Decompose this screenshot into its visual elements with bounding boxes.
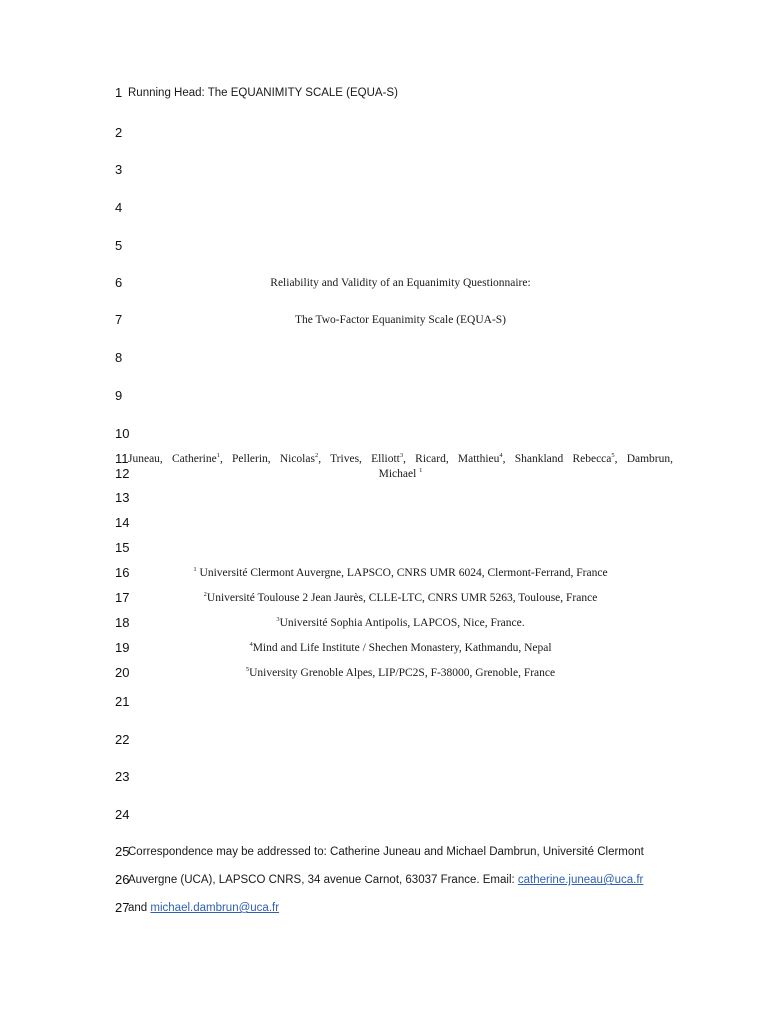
affiliation-5: $^5$University Grenoble Alpes, LIP/PC2S, F-38000, Grenoble, France [245,666,556,679]
correspondence-line-1: Correspondence may be addressed to: Catherine Juneau and Michael Dambrun, Université Clermont [128,846,644,858]
line-number: 20 [115,665,130,680]
line-number: 21 [115,694,130,709]
line-number: 9 [115,388,123,403]
line-number: 27 [115,900,130,915]
affiliation-2: $^2$Université Toulouse 2 Jean Jaurès, CLLE-LTC, CNRS UMR 5263, Toulouse, France [203,591,598,604]
line-number: 4 [115,200,123,215]
affiliation-1: $^1$ Université Clermont Auvergne, LAPSCO, CNRS UMR 6024, Clermont-Ferrand, France [193,566,608,579]
running-head: Running Head: The EQUANIMITY SCALE (EQUA-S) [128,87,398,99]
line-number: 15 [115,540,130,555]
email-link-catherine[interactable]: catherine.juneau@uca.fr [517,874,644,886]
line-number: 23 [115,769,130,784]
line-number: 3 [115,162,123,177]
title-line-2: The Two-Factor Equanimity Scale (EQUA-S) [294,314,507,326]
line-number: 17 [115,590,130,605]
email-link-michael[interactable]: michael.dambrun@uca.fr [150,902,280,914]
line-number: 12 [115,466,130,481]
line-number: 24 [115,807,130,822]
line-number: 22 [115,732,130,747]
author-list-continued: Michael $^1$ [378,467,423,480]
line-number: 2 [115,125,123,140]
line-number: 8 [115,350,123,365]
line-number: 26 [115,872,130,887]
line-number: 25 [115,844,130,859]
affiliation-3: $^3$Université Sophia Antipolis, LAPCOS, Nice, France. [276,616,525,629]
line-number: 1 [115,85,123,100]
line-number: 6 [115,275,123,290]
title-line-1: Reliability and Validity of an Equanimity Questionnaire: [270,277,531,289]
line-number: 14 [115,515,130,530]
line-1 [0,84,768,104]
line-number: 7 [115,312,123,327]
line-number: 19 [115,640,130,655]
line-number: 11 [115,451,129,466]
line-number: 10 [115,426,130,441]
affiliation-4: $^4$Mind and Life Institute / Shechen Monastery, Kathmandu, Nepal [249,641,552,654]
line-number: 13 [115,490,130,505]
author-list: Juneau, Catherine$^1$, Pellerin, Nicolas$^2$, Trives, Elliott$^3$, Ricard, Matthieu$^4$, Shankland Rebecca$^5$, Dambrun, [128,452,674,465]
line-number: 18 [115,615,130,630]
correspondence-line-2: Auvergne (UCA), LAPSCO CNRS, 34 avenue Carnot, 63037 France. Email: catherine.juneau@uca.fr [128,874,644,886]
correspondence-line-3: and michael.dambrun@uca.fr [128,902,280,914]
line-number: 5 [115,238,123,253]
line-number: 16 [115,565,130,580]
